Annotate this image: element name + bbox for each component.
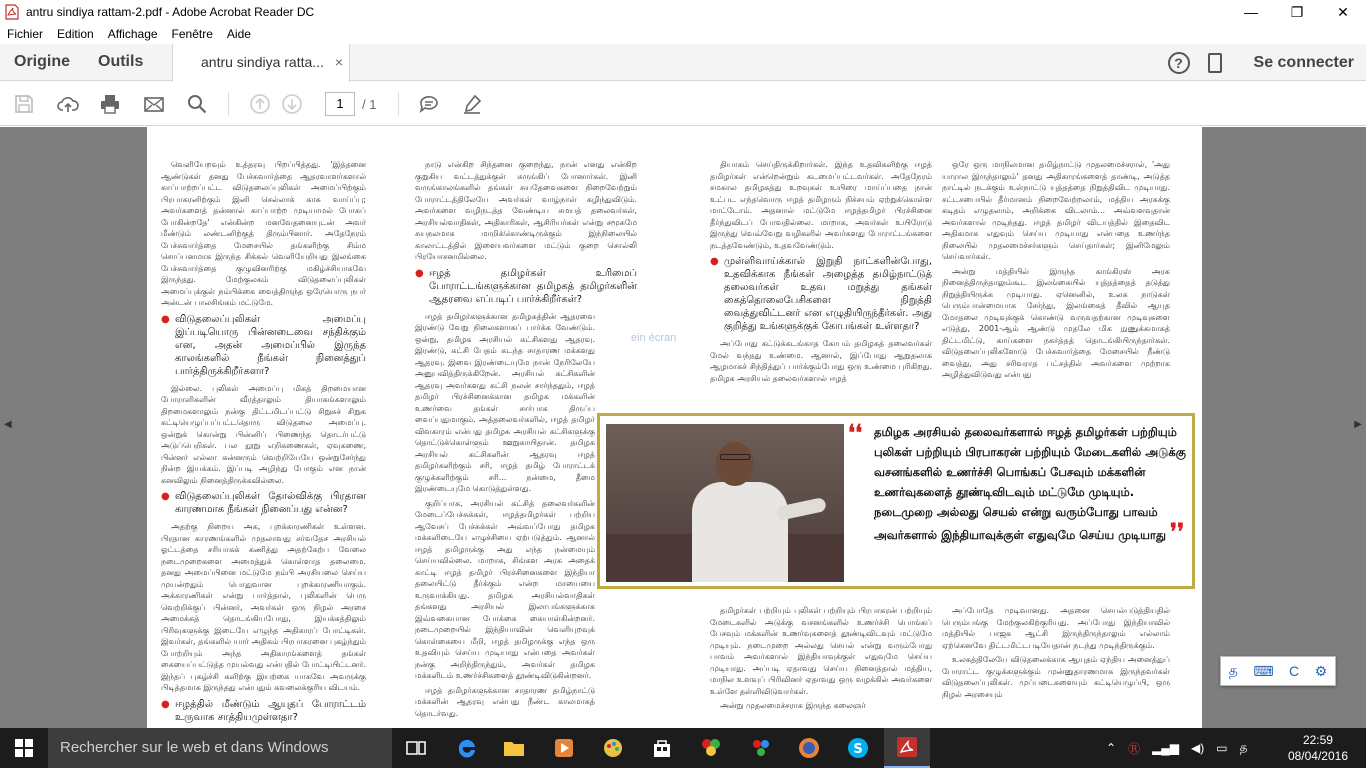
skype-icon[interactable] (846, 736, 870, 760)
menu-window[interactable]: Fenêtre (171, 27, 213, 41)
pull-quote-text (874, 422, 1188, 545)
tab-tools[interactable]: Outils (98, 53, 144, 70)
menu-edit[interactable]: Edition (57, 27, 94, 41)
column-2-narrow (415, 311, 595, 720)
interview-question: ● ஈழத்தில் மீண்டும் ஆயுதப் போராட்டம் உருவாக சாத்தியமுள்ளதா? (161, 698, 366, 724)
close-quote-icon: ❜❜ (1170, 519, 1185, 545)
paragraph: வெளியேறவும் உத்தரவு பிறப்பித்தது. 'இத்தனை ஆண்டுகள் தனது பேச்சுவார்த்தை ஆதரவாளர்களால் காப்பாற்றப்பட்ட விடுதலைப்புலிகள் அமைப்பிற்கும் பிரபாகரனிற்கும் இனி செல்லாக் காசு வாய்ப்பு; அவர்களைத் தன்னால் காப்பாற்ற முடியாமல் போகப் போகின்றதே' என்கின்ற மனவேதனையுடன் அவர் மீண்டும் லண்டனிற்குத் திரும்பினார். அதேநேரம் பேச்சுவார்த்தை மேசையில் தங்களிற்கு சிம்ம சொப்பனமாக இருந்த சிக்கல் வெளியேறியது இலங்கை பேச்சுவார்த்தை குழுவினரிற்கு மகிழ்ச்சியாகவே இருந்தது. மேற்குலகம் விடுதலைப்புலிகள் அமைப்புக்குள் நம்பிக்கை வைத்திருந்த ஒரேயொரு நபர் அன்டன் பாலசிங்கம் மட்டுமே. (161, 160, 366, 307)
ime-tamil-icon[interactable]: த (1228, 661, 1238, 678)
toolbar (0, 82, 1366, 126)
media-player-icon[interactable] (552, 736, 576, 760)
pull-quote-body: தமிழக அரசியல் தலைவர்களால் ஈழத் தமிழர்கள் பற்றியும் புலிகள் பற்றியும் பிரபாகரன் பற்றியும் மேடைகளில் அடுக்கு வசனங்களில் உணர்ச்சி பொங்கப் பேசவும் மக்களின் உணர்வுகளைத் தூண்டிவிடவும் மட்டுமே முடியும். நடைமுறை அல்லது செயல் என்று வரும்போது பாவம் அவர்களால் இந்தியாவுக்குள் எதுவுமே செய்ய முடியாது (874, 425, 1186, 542)
comment-icon[interactable] (418, 93, 440, 115)
text-column-3-lower (710, 605, 932, 715)
network-icon[interactable]: ▂▄▆ (1152, 741, 1180, 755)
interview-question: ● விடுதலைப்புலிகள் தோல்விக்கு பிரதான காரணமாக நீங்கள் நினைப்பது என்ன? (161, 490, 366, 516)
people-app-icon[interactable] (749, 736, 773, 760)
paragraph: அன்று முதலமைச்சராக இருந்த கலைஞர் (720, 701, 866, 710)
window-title: antru sindiya rattam-2.pdf - Adobe Acrobat Reader DC (26, 5, 315, 19)
tab-document[interactable] (172, 44, 350, 82)
task-view-icon[interactable] (404, 736, 428, 760)
document-tab-label: antru sindiya ratta... (201, 54, 324, 70)
menu-file[interactable]: Fichier (7, 27, 44, 41)
taskbar-search-box[interactable]: Rechercher sur le web et dans Windows (48, 728, 392, 768)
keyboard-icon[interactable]: ⌨ (1253, 662, 1274, 679)
upload-cloud-icon[interactable] (57, 93, 79, 115)
input-language-indicator[interactable]: த (1239, 740, 1248, 754)
help-icon[interactable]: ? (1168, 52, 1190, 74)
paragraph: ஈழத் தமிழர்களுக்கான தமிழகத்தின் ஆதரவை இரண்டு வேறு நிலைகளாகப் பார்க்க வேண்டும். ஒன்று, தமிழக அரசியல் கட்சிகளது ஆதரவு. இரண்டு, கட்சி பேதம் கடந்த சாதாரண மக்களது ஆதரவு. இவை இரண்டையுமே நான் நேரிலேயே அனுபவித்திருக்கிறேன். அரசியல் கட்சிகளின் ஆதரவு அவர்களது கட்சி நலன் சார்ந்ததும், ஈழத் தமிழர் பிரச்சினைக்கான தமிழக மக்களின் உணர்வை தங்கள் சார்பாக திருப்ப வைப்பதுமாகும். அத்தலைவர்களில், ஈழத் தமிழர் விவகாரம் என்பது தமிழக அரசியல் கட்சிகளுக்கு தொட்டுக்கொள்ளும் ஊறுகாயிதான். தமிழக அரசியல் கட்சிகளின் ஆதரவு ஈழத் தமிழர்களிற்கும் சரி, ஈழத் தமிழ் போராட்டக் குழுக்களிற்கும் சரி... நன்மை, தீமை இரண்டையுமே கொடுத்துள்ளது. (415, 311, 595, 493)
text-column-4-lower (942, 605, 1170, 703)
paragraph: ஒரே ஒரு மாநிலமான தமிழ்நாட்டு முதலமைச்சரால், 'அது யாரால இருந்தாலும்' தனது அதிகாரங்களைத் தாண்டி, அடுத்த நாட்டில் நடக்கும் உள்நாட்டு யுத்தத்தை நிறுத்திவிட முடியாது. சட்டசபையில் தீர்மானம் நிறைவேற்றலாம், மத்திய அரசுக்கு கடிதம் எழுதலாம், அறிக்கை விடலாம்... அவ்வளவுதான் அவர்களால் முடிந்தது. ஈழத் தமிழர் விடயத்தில் இதைவிட அதிகமாக எதுவும் செய்ய முடியாது என்பதை உணர்ந்த நிலையில் முதலமைச்சர்களும் செய்தார்கள்; இனிமேலும் செய்வார்கள். (942, 160, 1170, 261)
interview-question: ● ஈழத் தமிழர்கள் உரிமைப் போராட்டங்களுக்கான தமிழகத் தமிழர்களின் ஆதரவை எப்படிப் பார்க்கிறீர்கள்? (415, 267, 637, 306)
page-total: / 1 (362, 97, 377, 112)
text-column-1 (161, 159, 366, 728)
pull-quote-box (597, 413, 1195, 589)
paragraph: அதற்கு நிறைய அக, புறக்காரணிகள் உள்ளன. பிரதான காரணங்களில் முதலாவது சர்வதேச அரசியல் ஓட்டத்தை சரியாகக் கணித்து அதற்கேற்ப வேலை நடைமுறைகளை அமைத்துக் கொள்ளாத தலைமை. தனது அமைப்பினை மட்டுமே நம்பி அரசியலை செய்ய முயன்றதும் பொதுவான புறக்காரணியாகும். அக்காரணிகள் என்று பார்த்தால், புலிகளின் பெரு வெற்றிக்குப் பின்னர், அவர்கள் ஒரு நிழல் அரசை அமைக்கத் தொடங்கியபோது, இயக்கத்திலும் பிரிவுகளுக்கு இடையே எழுந்த அதிகாரப் போட்டிகள். இவர்கள், தங்களில் யார் அதிகம் பிரபாகரனை புகழ்ந்தும் போற்றியும் அந்த அதிகாரங்களைத் தங்கள் கையைப்பட்டுத்த முயல்வது என்பதில் போட்டியிட்டனர். இந்தப் புகழ்ச்சி களிற்கு இயற்கை யாகவே அவருக்கு பிடித்தமாக இருந்தது என்பதும் கவலைக்குரிய விடயம். (161, 522, 366, 692)
show-hidden-icons-icon[interactable]: ⌃ (1106, 741, 1117, 755)
menu-bar (0, 24, 1366, 44)
store-icon[interactable] (650, 736, 674, 760)
sign-in-button[interactable]: Se connecter (1253, 53, 1354, 71)
svg-text:S: S (853, 742, 863, 757)
highlight-pen-icon[interactable] (461, 93, 483, 115)
ghost-overlay-text: ein écran (631, 332, 677, 344)
maximize-button[interactable]: ❐ (1290, 3, 1304, 20)
title-bar (0, 0, 1366, 24)
file-explorer-icon[interactable] (502, 736, 526, 760)
menu-help[interactable]: Aide (226, 27, 251, 41)
paragraph: இல்லை. புலிகள் அமைப்பு மிகத் திறமையான போராளிகளின் வீரத்தாலும் தியாகங்களாலும் திறமைகளாலும் நன்கு திட்டமிடப்பட்டு சிறுசுச் சிறுக கட்டியெழுப்பப்பட்டதொரு விடுதலை அமைப்பு. ஒன்றுக் கொன்று பின்னிப் பிணைந்த தொடர்பட்டு அடுப்பெறிகள். பல நூறு எறிகணைகள், ஏவுகணை, பின்னர் எல்லா கன்னரும் வெற்றியேயே ஒன்றுசேர்ந்து நின்ற இயக்கம். இப்படி அழிந்து போகும் என நான் கனவிலும் நினைத்திருக்கவில்லை. (161, 383, 366, 485)
toolbar-separator (398, 92, 399, 116)
save-icon[interactable] (13, 93, 35, 115)
volume-icon[interactable]: ◀) (1191, 741, 1205, 755)
clock[interactable] (1288, 732, 1348, 764)
paragraph: அப்போதே முடிவானது. அதனை செயல்படுத்தியதில் பெரும்பங்கு மேற்குலகிற்குரியது. அப்போது இந்தியாவில் மத்தியில் பாஜக ஆட்சி இருந்திருந்தாலும் எல்லாம் ஏற்கெனவே திட்டமிட்டபடியேதான் நடந்து முடிந்திருக்கும். (942, 606, 1170, 650)
interview-question: ● விடுதலைப்புலிகள் அமைப்பு இப்படியொரு பின்னடைவை சந்திக்கும் என, அதன் அமைப்பில் இருந்த காலங்களில் நீங்கள் நினைத்துப் பார்த்திருக்கிறீர்களா? (161, 313, 366, 378)
glasses-shape (720, 454, 750, 460)
language-bar[interactable] (1220, 656, 1336, 686)
interview-question: ● முள்ளிவாய்க்கால் இறுதி நாட்களின்போது, உதவிக்காக நீங்கள் அழைத்த தமிழ்நாட்டுத் தலைவர்கள் உதவ மறுத்து தங்கள் கைத்தொலைபேசிகளை நிறுத்தி வைத்துவிட்டனர் என எழுதியிருந்தீர்கள். அது குறித்து உங்களுக்குக் கோபங்கள் உள்ளதா? (710, 255, 932, 333)
close-tab-icon[interactable]: × (334, 54, 343, 70)
colorful-app-icon[interactable] (699, 736, 723, 760)
page-number-input[interactable]: 1 (325, 92, 355, 116)
close-button[interactable]: ✕ (1337, 3, 1349, 20)
open-quote-icon: ❛❛ (848, 420, 863, 446)
firefox-icon[interactable] (797, 736, 821, 760)
head-shape (716, 442, 754, 486)
acrobat-reader-icon (895, 735, 919, 759)
edge-browser-icon[interactable] (455, 736, 479, 760)
ime-mode-icon[interactable]: C (1289, 663, 1300, 679)
start-button[interactable] (0, 728, 48, 768)
document-viewer[interactable] (0, 127, 1366, 728)
right-pane-toggle-icon[interactable]: ▶ (1354, 419, 1362, 430)
notifications-icon[interactable]: ▭ (1216, 741, 1228, 755)
interviewee-photo (606, 424, 844, 582)
search-icon[interactable] (186, 93, 208, 115)
paragraph: நாடு என்கிற சிந்தனை குறைந்து, நான் எனது என்கிற குறுகிய வட்டத்துக்குள் சுருங்கிப் போனார்கள். இனி வருங்காலங்களில் தங்கள் சுயதேவைகளை நிறைவேற்றும் போராட்டத்திலேயே அவர்கள் வாழ்நாள் கழிந்துவிடும். அவர்களை வழிநடத்த வேண்டிய சமயத் தலைவர்கள், அரசியல்வாதிகள், அதிகாரிகள், ஆசிரியர்கள் என்று சமூகமே சுயநலமாக மாறிக்கொண்டிருக்கும் இந்நிலையில் காலாட்டத்தில் இளையவர்களை மட்டும் குறை சொல்லி பிரயோசனமில்லை. (415, 160, 637, 261)
window-controls (1228, 0, 1366, 24)
toolbar-separator (228, 92, 229, 116)
tray-app-icon[interactable]: Ⓡ (1128, 741, 1141, 756)
text-column-4 (942, 159, 1170, 417)
mobile-link-icon[interactable] (1208, 53, 1222, 73)
paragraph: அன்று மத்தியில் இருந்த காங்கிரஸ் அரசு நினைத்திருந்தாலும்கூட இலங்கையில் யுத்தத்தைத் தடுத்து நிறுத்தியிருக்க முடியாது. ஏனெனில், உலக நாடுகள் பெரும்பான்மையாக சேர்ந்து, இலங்கைத் தீவில் ஆயுத மோதலை முடிவுக்குக் கொண்டு வருவதற்கான முடிவுகளை எடுத்து, 2001-ஆம் ஆண்டு முதலே மிக நுணுக்கமாகத் திட்டமிட்டு, காய்களை நகர்த்தத் தொடங்கியிருந்தார்கள். விடுதலைப்புலிகளோடு பேச்சுவார்த்தை மேசையில் நீண்டு வைத்து, அது சரிவராத பட்சத்தில் அவர்களை முற்றாக அழித்துவிடுவது என்பது (942, 266, 1170, 379)
paragraph: உலகத்திலேயே விடுதலைக்காக ஆயுதம் ஏந்திய அனைத்துப் போராட்ட குழுக்களுக்கும் முன்னுதாரணமாக இருந்தவர்கள் விடுதலைப்புலிகள். முப்படைகளையும் கட்டியெழுப்பி, ஒரு நிழல் அரசையும் (942, 655, 1170, 699)
email-icon[interactable] (143, 93, 165, 115)
settings-gear-icon[interactable]: ⚙ (1314, 662, 1328, 679)
menu-view[interactable]: Affichage (107, 27, 158, 41)
previous-page-icon[interactable] (249, 93, 271, 115)
text-column-3 (710, 159, 932, 417)
acrobat-taskbar-button[interactable] (884, 728, 930, 768)
next-page-icon[interactable] (281, 93, 303, 115)
windows-logo-icon (15, 739, 33, 757)
paragraph: குறிப்பாக, அரசியல் கட்சித் தலைவர்களின் மேடைப்பேச்சுக்கள், ஈழத்தமிழர்கள் பற்றிய ஆவேசப் பேச்சுக்கள் அவ்வப்போது தமிழக மக்களிடையே எழுச்சியை ஏற்படுத்தும். ஆனால் ஈழத் தமிழருக்கு அது எந்த நன்மையும் செய்யவில்லை. மாறாக, சிங்கள அரசு அதைக் காட்டி ஈழத் தமிழர் பிரச்சினைகளை இந்தியா தலையிட்டு தீர்க்கும் என்ற மாயையை உருவாக்கியது. தமிழக அரசியல்வாதிகள் தங்களது அரசியல் இலாபங்களுக்காக இவ்வகையான போக்கை கையாள்கின்றனர். நடைமுறையில் இந்தியாவின் வெளியுறவுக் கொள்கையை மீறி, ஈழத் தமிழருக்கு எந்த ஒரு உதவியும் செய்ய முடியாது என்பதை அவர்கள் நன்கு அறிந்திருந்தும், அவர்கள் தமிழக மக்களிடம் உணர்ச்சிகளைத் தூண்டிவிடுகின்றனர். (415, 498, 595, 680)
acrobat-pdf-icon (4, 4, 20, 20)
tab-home[interactable]: Origine (14, 53, 71, 70)
paragraph: தமிழர்கள் பற்றியும் புலிகள் பற்றியும் பிரபாகரன் பற்றியும் மேடைகளில் அடுக்கு வசனங்களில் உணர்ச்சி பொங்கப் பேசவும் மக்களின் உணர்வுகளைத் தூண்டிவிடவும் மட்டுமே முடியும். நடைமுறை அல்லது செயல் என்று வரும்போது பாவம் அவர்களால் இந்தியாவுக்குள் எதுவுமே செய்ய முடியாது. அப்படி ஏதாவது செய்ய நினைத்தால் மத்திய, மாநில உளவுப் பிரிவினர் ஏதாவது ஒரு வழக்கில் அவர்களை உள்ளே தள்ளிவிடுவார்கள். (710, 606, 932, 696)
nav-bar (0, 44, 1366, 81)
left-pane-toggle-icon[interactable]: ◀ (4, 419, 12, 430)
nav-right-actions (1168, 44, 1354, 81)
minimize-button[interactable]: — (1244, 4, 1258, 20)
clock-date: 08/04/2016 (1287, 749, 1348, 763)
paragraph: ஈழத் தமிழர்களுக்கான சாதாரண தமிழ்நாட்டு மக்களின் ஆதரவு என்பது நீண்ட காலமாகத் தொடர்வது. (415, 685, 595, 718)
paint-app-icon[interactable] (601, 736, 625, 760)
shirt-shape (692, 482, 788, 582)
taskbar (0, 728, 1366, 768)
clock-time: 22:59 (1302, 733, 1333, 747)
paragraph: தியாகம் செய்திருக்கிறார்கள். இந்த உதவிகளிற்கு ஈழத் தமிழர்கள் என்றென்றும் கடமைப்பட்டவர்கள். அதேநேரம் சமகால தமிழகத்து உறவுகள் உயிரை மாய்ப்பதை நான் உட்பட எந்தவொரு ஈழத் தமிழரும் நிச்சயம் ஏற்றுக்கொள்ள மாட்டோம். அதனால் மட்டுமே ஈழத்தமிழர் பிரச்சினை தீர்ந்துவிடப் போவதில்லை. மாறாக, அவர்கள் உயிரோடு இருந்து வெவ்வேறு வழிகளில் அவர்களது போராட்டங்களை நடத்தவேண்டும், உதவவேண்டும். (710, 160, 932, 250)
system-tray (1106, 728, 1247, 768)
paragraph: அப்போது கட்டுக்கடங்காத கோபம் தமிழகத் தலைவர்கள் மேல் வந்தது உண்மை. ஆனால், இப்போது ஆறுதலாக ஆழமாகச் சிந்தித்துப் பார்க்கும்போது ஒரு உண்மை புரிகிறது. தமிழக அரசியல் தலைவர்களால் ஈழத் (710, 339, 932, 383)
pdf-page (147, 127, 1202, 728)
print-icon[interactable] (99, 93, 121, 115)
